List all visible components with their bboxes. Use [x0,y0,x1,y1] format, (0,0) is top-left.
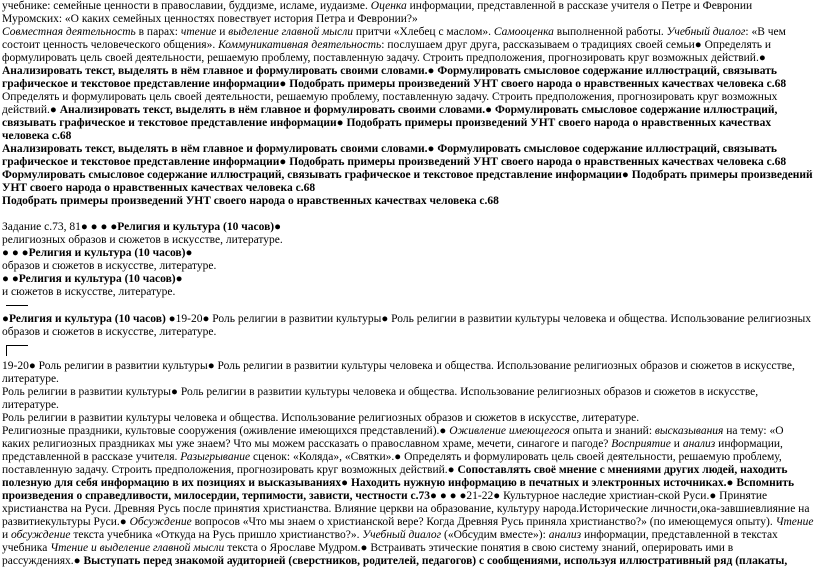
section-heading-3: ●Религия и культура (10 часов) ●19-20● Роль религии в развитии культуры● Роль религии в развитии культуры человека и общества. Использование религиозных образов и сюжетов в искусстве, литературе. [2,313,812,338]
paragraph-2: Совместная деятельность в парах: чтение и выделение главной мысли притчи «Хлебец с маслом». Самооценка выполненной работы. Учебный диалог: «В чем состоит ценность человеческого общения». Коммуникативная деятельность: послушаем друг друга, рассказываем о традициях своей семьи● Определять и формулировать цель своей деятельности, решаемую проблему, поставленную задачу. Строить предположения, прогнозировать круг возможных действий.● Анализировать текст, выделять в нём главное и формулировать своими словами.● Формулировать смысловое содержание иллюстраций, связывать графическое и текстовое представление информации● Подобрать примеры произведений УНТ своего народа о нравственных качествах человека с.68 [2,26,787,90]
bullet-icon: ● [279,78,287,90]
bullet-icon: ● [360,542,368,554]
repeat-line-2: Роль религии в развитии культуры● Роль религии в развитии культуры человека и общества. Использование религиозных образов и сюжетов в искусстве, литературе. [2,386,759,411]
fragment-line-3: и сюжетов в искусстве, литературе. [2,286,176,298]
bullet-icon: ● [621,169,629,181]
fragment-line-2: образов и сюжетов в искусстве, литературе. [2,260,217,272]
bullet-icon: ● [439,425,447,437]
bullet-icon: ● [185,247,193,259]
cell-border [6,346,7,356]
bullet-icon: ● [274,221,282,233]
fragment-line-1: религиозных образов и сюжетов в искусстве, литературе. [2,234,283,246]
bullet-icon: ● [175,273,183,285]
paragraph-6: Подобрать примеры произведений УНТ своего народа о нравственных качествах человека с.68 [2,195,499,207]
repeat-line-3: Роль религии в развитии культуры человека и общества. Использование религиозных образов и сюжетов в искусстве, литературе. [2,412,640,424]
bullet-icon: ● [49,104,57,116]
bullet-icon: ● [709,490,717,502]
section-heading-1: ● ● ●Религия и культура (10 часов)● [2,247,193,259]
bullet-icon: ● [336,117,344,129]
bullet-icon: ● [119,516,127,528]
bullet-icon: ● [427,143,435,155]
bullet-icon: ● [394,451,402,463]
bullet-icon: ● [279,156,287,168]
paragraph-3: Определять и формулировать цель своей деятельности, решаемую проблему, поставленную задачу. Строить предположения, прогнозировать круг возможных действий.● Анализировать текст, выделять в нём главное и формулировать своими словами.● Формулировать смысловое содержание иллюстраций, связывать графическое и текстовое представление информации● Подобрать примеры произведений УНТ своего народа о нравственных качествах человека с.68 [2,91,778,142]
paragraph-1: учебнике: семейные ценности в православии, буддизме, исламе, иудаизме. Оценка информации, представленной в рассказе учителя о Петре и Февронии Муромских: «О каких семейных ценностях повествует история Петра и Февронии?» [2,0,753,25]
assignment-line: Задание с.73, 81● ● ● ●Религия и культура (10 часов)● [2,221,282,233]
bullet-icon: ● [202,313,210,325]
bullet-icon: ● [80,221,88,233]
bullet-icon: ● [427,65,435,77]
divider [6,345,28,346]
bullet-icon: ● [447,464,455,476]
paragraph-4: Анализировать текст, выделять в нём главное и формулировать своими словами.● Формулировать смысловое содержание иллюстраций, связывать графическое и текстовое представление информации● Подобрать примеры произведений УНТ своего народа о нравственных качествах человека с.68 [2,143,787,168]
bullet-icon: ● [171,386,178,398]
bullet-icon: ● [726,477,734,489]
bullet-icon: ● [381,313,389,325]
bullet-icon: ● [168,313,176,325]
bullet-icon: ● [207,360,215,372]
bullet-icon: ● [341,477,349,489]
bullet-icon: ● [493,490,501,502]
bullet-icon: ● [758,52,766,64]
paragraph-5: Формулировать смысловое содержание иллюстраций, связывать графическое и текстовое представление информации● Подобрать примеры произведений УНТ своего народа о нравственных качествах человека с.68 [2,169,813,194]
bullet-icon: ● [2,313,9,325]
bullet-icon: ● [21,247,29,259]
bullet-icon: ● [28,360,36,372]
bullet-icon: ● [485,104,493,116]
repeat-line-1: 19-20● Роль религии в развитии культуры● Роль религии в развитии культуры человека и общества. Использование религиозных образов и сюжетов в искусстве, литературе. [2,360,795,385]
section-heading-2: ● ●Религия и культура (10 часов)● [2,273,183,285]
bullet-icon: ● [430,490,437,502]
bullet-icon: ● [11,273,19,285]
bullet-icon: ● [73,555,81,567]
bullet-icon: ● [694,39,702,51]
paragraph-holidays: Религиозные праздники, культовые сооружения (оживление имеющихся представлений).● Оживление имеющегося опыта и знаний: высказывания на тему: «О каких религиозных праздниках мы уже знаем? Что мы можем рассказать о православном храме, мечети, синагоге и пагоде? Восприятие и анализ информации, представленной в рассказе учителя. Разыгрывание сценок: «Коляда», «Святки».● Определять и формулировать цель своей деятельности, решаемую проблему, поставленную задачу. Строить предположения, прогнозировать круг возможных действий.● Сопоставлять своё мнение с мнениями других людей, находить полезную для себя информацию в их позициях и высказываниях● Находить нужную информацию в печатных и электронных источниках.● Вспомнить произведения о справедливости, милосердии, терпимости, зависти, честности с.73● ● ● ●21-22● Культурное наследие христиан-ской Руси.● Принятие христианства на Руси. Древняя Русь после принятия христианства. Влияние церкви на образование, культуру народа.Исторические личности,ока-завшиевлияние на развитиекультуры Руси.● Обсуждение вопросов «Что мы знаем о христианской вере? Когда Древняя Русь приняла христианство?» (по имеющемуся опыту). Чтение и обсуждение текста учебника «Откуда на Русь пришло христианство?». Учебный диалог («Обсудим вместе»): анализ информации, представленной в текстах учебника Чтение и выделение главной мысли текста о Ярославе Мудром.● Встраивать этические понятия в свою систему знаний, оперировать ими в рассуждениях.● Выступать перед знакомой аудиторией (сверстников, родителей, педагогов) с сообщениями, используя иллюстративный ряд (плакаты, [2,425,814,567]
